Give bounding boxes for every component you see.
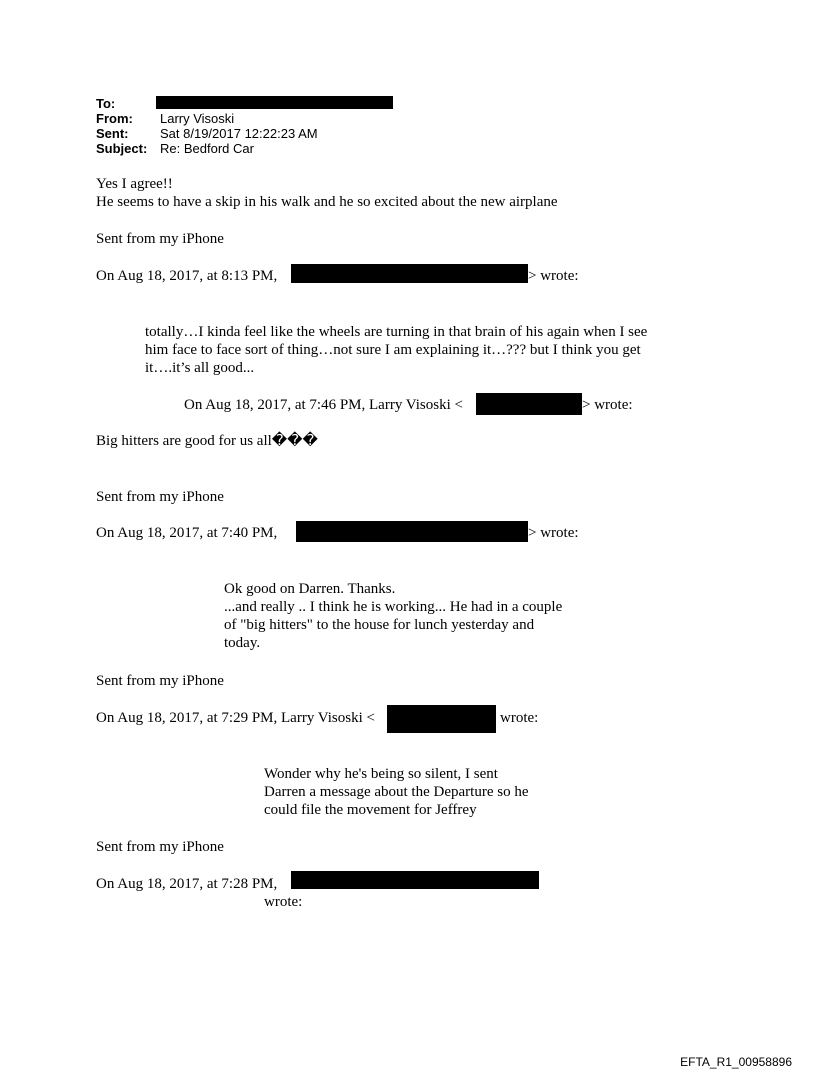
message-4-line-4: today. [224, 635, 261, 651]
redaction-to-address [156, 96, 393, 109]
from-label: From: [96, 111, 133, 126]
redaction-quote-2 [476, 393, 582, 415]
sent-value: Sat 8/19/2017 12:22:23 AM [160, 126, 318, 141]
subject-value: Re: Bedford Car [160, 141, 254, 156]
message-4-line-2: ...and really .. I think he is working... He had in a couple [224, 599, 563, 615]
redaction-quote-1 [291, 264, 528, 283]
message-4-line-1: Ok good on Darren. Thanks. [224, 581, 396, 597]
to-label: To: [96, 96, 116, 111]
from-value: Larry Visoski [160, 111, 235, 126]
message-2-line-3: it….it’s all good... [145, 360, 255, 376]
message-2-line-2: him face to face sort of thing…not sure I am explaining it…??? but I think you get [145, 342, 641, 358]
sent-from-iphone-4: Sent from my iPhone [96, 839, 224, 855]
message-5-line-2: Darren a message about the Departure so he [264, 784, 529, 800]
quote-header-5-suffix: wrote: [264, 894, 303, 910]
document-id: EFTA_R1_00958896 [680, 1055, 792, 1069]
redaction-quote-4 [387, 705, 496, 733]
quote-header-2-suffix: > wrote: [582, 397, 633, 413]
quote-header-1-prefix: On Aug 18, 2017, at 8:13 PM, [96, 268, 278, 284]
quote-header-4-suffix: wrote: [500, 710, 539, 726]
redaction-quote-3 [296, 521, 528, 542]
quote-header-3-suffix: > wrote: [528, 525, 579, 541]
reply-line-1: Yes I agree!! [96, 176, 173, 192]
quote-header-2-prefix: On Aug 18, 2017, at 7:46 PM, Larry Visoski < [184, 397, 463, 413]
message-4-line-3: of "big hitters" to the house for lunch yesterday and [224, 617, 535, 633]
message-2-line-1: totally…I kinda feel like the wheels are turning in that brain of his again when I see [145, 324, 648, 340]
quote-header-3-prefix: On Aug 18, 2017, at 7:40 PM, [96, 525, 278, 541]
quote-header-4-prefix: On Aug 18, 2017, at 7:29 PM, Larry Visoski < [96, 710, 375, 726]
message-5-line-3: could file the movement for Jeffrey [264, 802, 477, 818]
subject-label: Subject: [96, 141, 148, 156]
redaction-quote-5 [291, 871, 539, 889]
message-3: Big hitters are good for us all��� [96, 433, 318, 449]
quote-header-1-suffix: > wrote: [528, 268, 579, 284]
sent-label: Sent: [96, 126, 129, 141]
quote-header-5-prefix: On Aug 18, 2017, at 7:28 PM, [96, 876, 278, 892]
sent-from-iphone-1: Sent from my iPhone [96, 231, 224, 247]
sent-from-iphone-3: Sent from my iPhone [96, 673, 224, 689]
reply-line-2: He seems to have a skip in his walk and he so excited about the new airplane [96, 194, 558, 210]
message-5-line-1: Wonder why he's being so silent, I sent [264, 766, 498, 782]
sent-from-iphone-2: Sent from my iPhone [96, 489, 224, 505]
